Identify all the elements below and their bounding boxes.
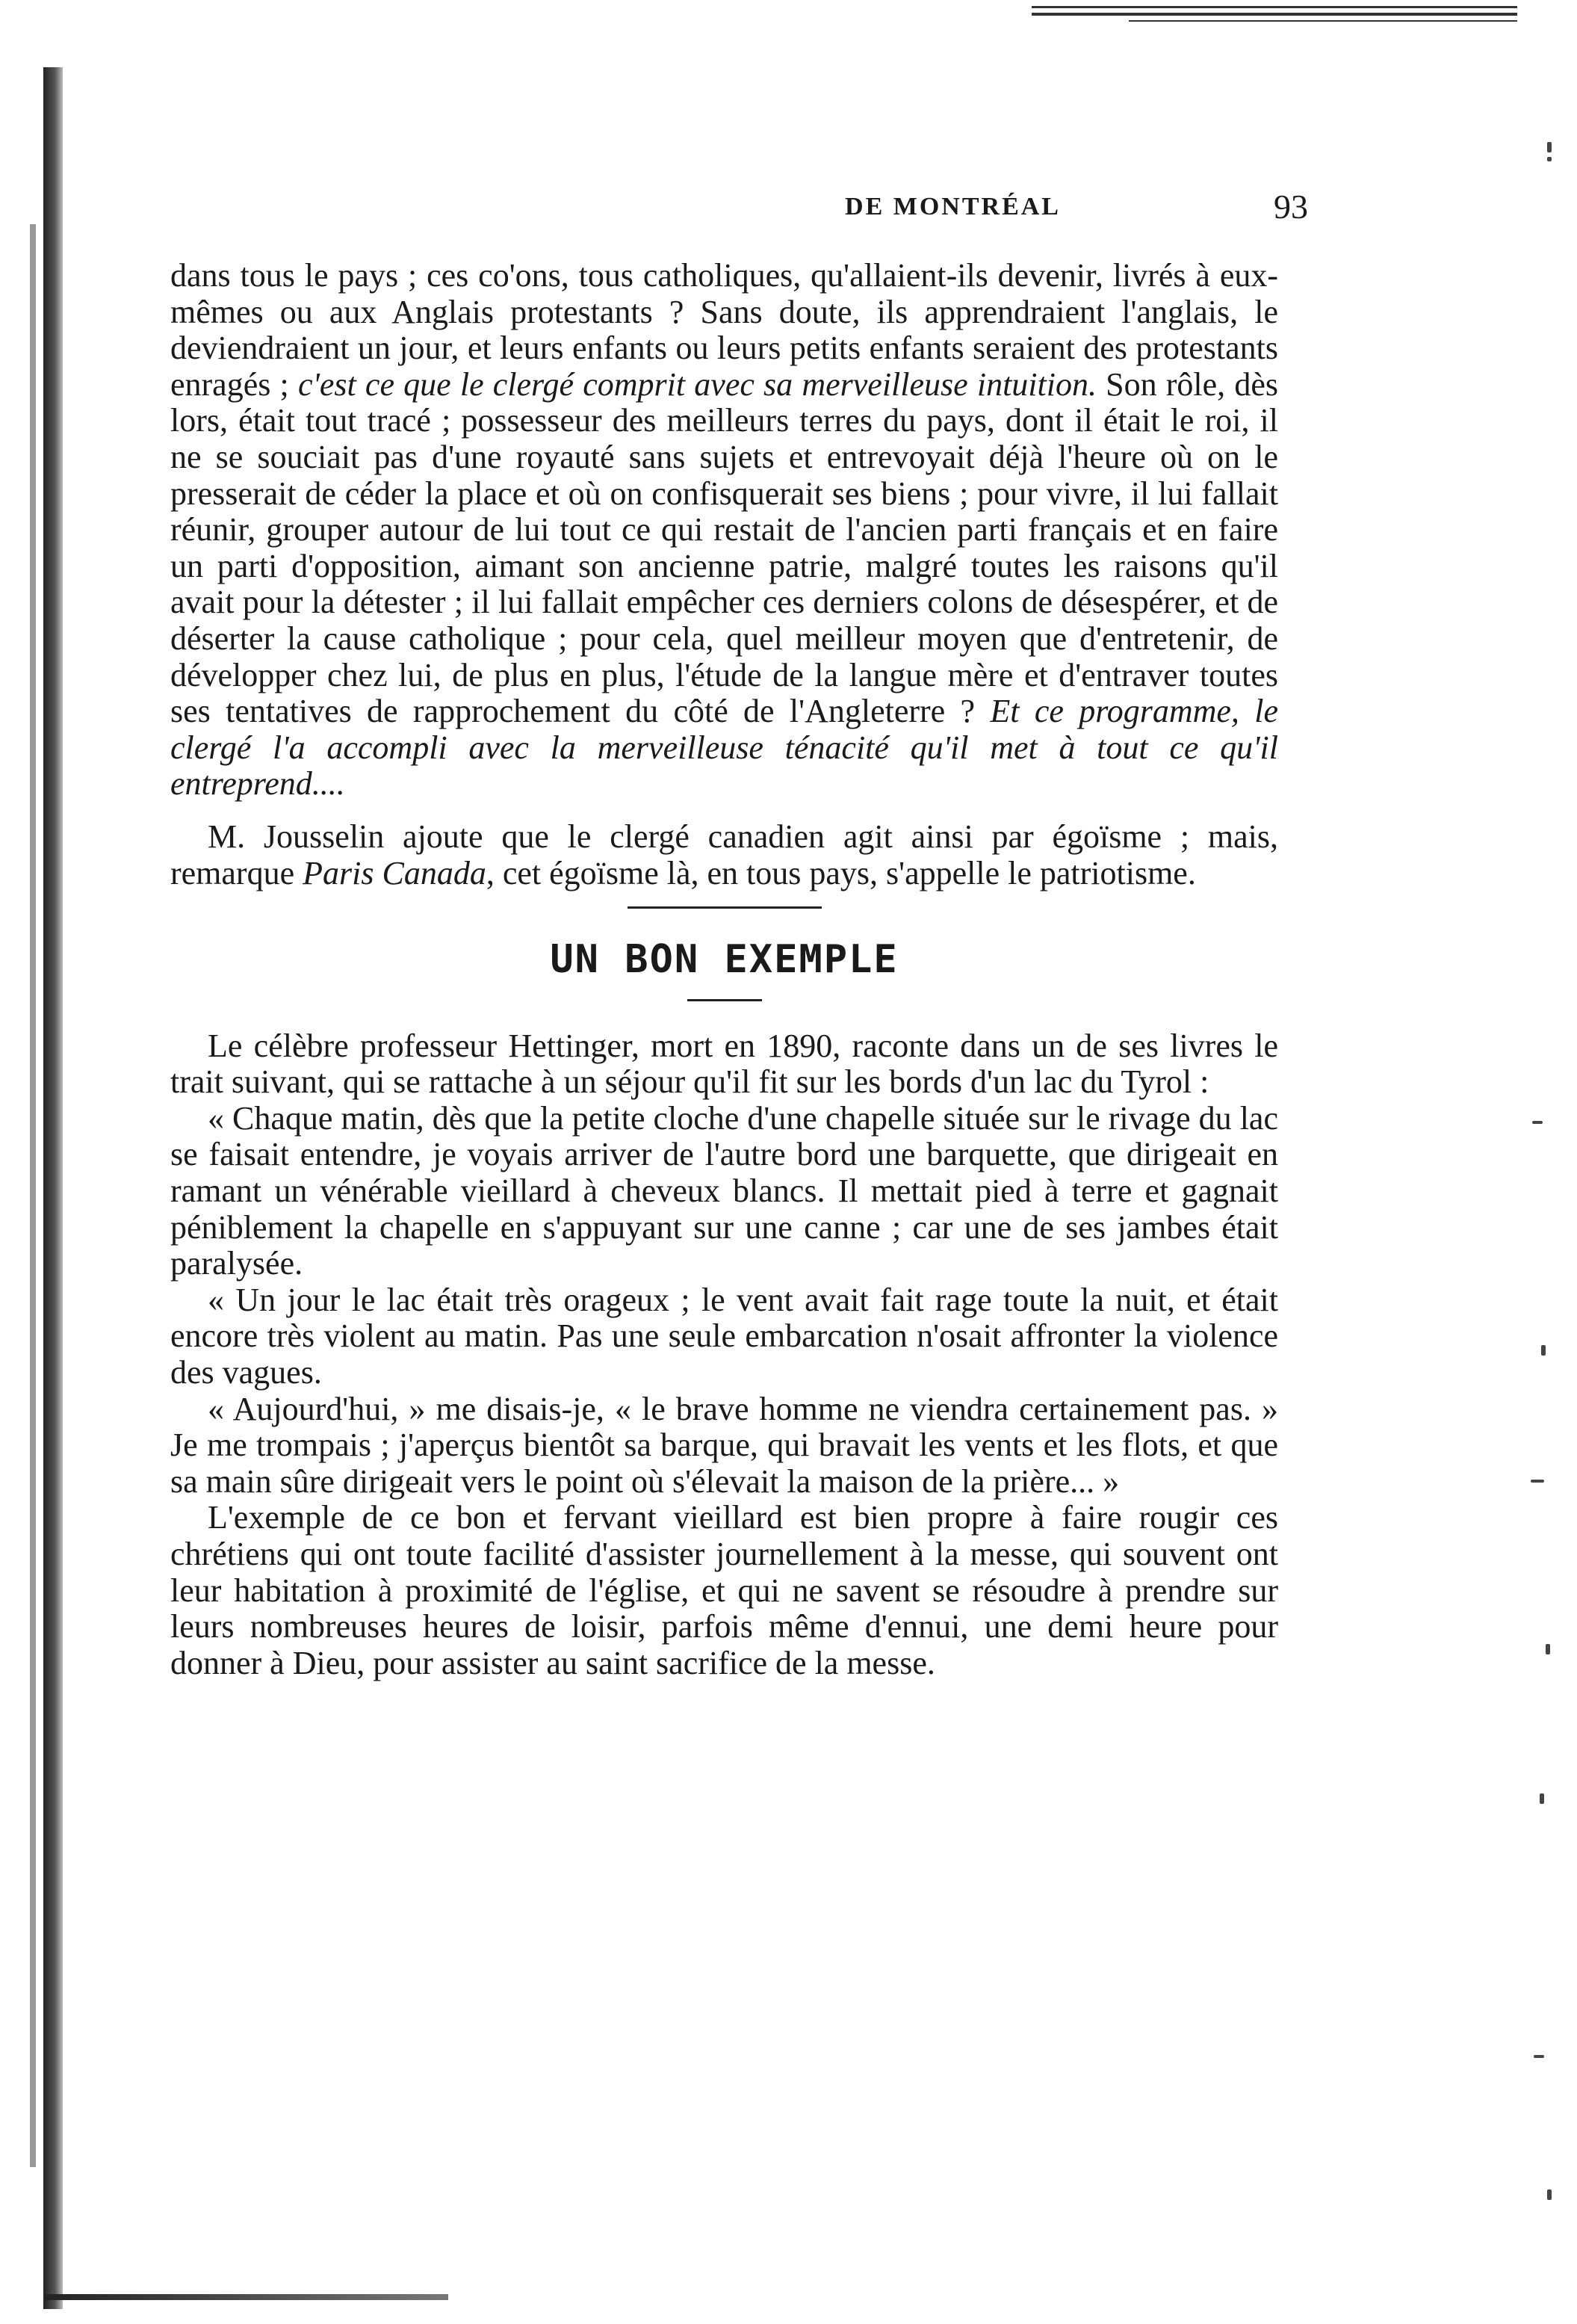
section-divider: [628, 906, 822, 909]
title-underline: [687, 999, 762, 1001]
section-title: UN BON EXEMPLE: [550, 937, 899, 983]
body-text: [170, 258, 1278, 1681]
paragraph-7: L'exemple de ce bon et fervant vieillard est bien propre à faire rougir ces chrétiens qui ont toute facilité d'assister journellement à la messe, qui souvent ont leur habitation à proximité de l'église, et qui ne savent se résoudre à prendre sur leurs nombreuses heures de loisir, parfois même d'ennui, une demi heure pour donner à Dieu, pour assister au saint sacrifice de la messe.: [170, 1499, 1278, 1681]
paragraph-5: « Un jour le lac était très orageux ; le vent avait fait rage toute la nuit, et était encore très violent au matin. Pas une seule embarcation n'osait affronter la violence des vagues.: [170, 1281, 1278, 1391]
scan-bottom-edge: [45, 2294, 448, 2300]
paragraph-4: « Chaque matin, dès que la petite cloche d'une chapelle située sur le rivage du lac se faisait entendre, je voyais arriver de l'autre bord une barquette, que dirigeait en ramant un vénérable vieillard à cheveux blancs. Il mettait pied à terre et gagnait péniblement la chapelle en s'appuyant sur une canne ; car une de ses jambes était paralysée.: [170, 1099, 1278, 1282]
page-number: 93: [1274, 188, 1308, 226]
paragraph-2-text-a: M. Jousselin ajoute que le clergé canadien agit ainsi par égoïsme ; mais, remarque: [170, 818, 1278, 891]
paragraph-6: « Aujourd'hui, » me disais-je, « le brave homme ne viendra certainement pas. » Je me trompais ; j'aperçus bientôt sa barque, qui bravait les vents et les flots, et que sa main sûre dirigeait vers le point où s'élevait la maison de la prière... »: [170, 1390, 1278, 1500]
paragraph-1-text-a: dans tous le pays ; ces co'ons, tous catholiques, qu'allaient-ils devenir, livrés à eux-mêmes ou aux Anglais protestants ? Sans doute, ils apprendraient l'anglais, le deviendraient un jour, et leurs enfants ou leurs petits enfants seraient des protestants enragés ;: [170, 257, 1278, 403]
scan-noise: [1525, 112, 1562, 2204]
binding-edge-shadow: [43, 67, 63, 2309]
paragraph-1-italic-b: Et ce programme, le clergé l'a accompli avec la merveilleuse ténacité qu'il met à tout ce qu'il entreprend....: [170, 693, 1278, 803]
paragraph-1-italic-a: c'est ce que le clergé comprit avec sa merveilleuse intuition.: [297, 365, 1097, 403]
binding-edge-line: [30, 224, 36, 2167]
scan-top-rules: [1032, 6, 1517, 26]
paragraph-2-text-b: , cet égoïsme là, en tous pays, s'appelle le patriotisme.: [486, 854, 1196, 891]
running-head: DE MONTRÉAL: [845, 193, 1061, 220]
paragraph-3: Le célèbre professeur Hettinger, mort en 1890, raconte dans un de ses livres le trait suivant, qui se rattache à un séjour qu'il fit sur les bords d'un lac du Tyrol :: [170, 1027, 1278, 1101]
paragraph-2: [170, 819, 1278, 891]
paragraph-2-italic: Paris Canada: [303, 854, 486, 891]
paragraph-1: [170, 258, 1278, 803]
paragraph-1-text-b: Son rôle, dès lors, était tout tracé ; possesseur des meilleurs terres du pays, dont il était le roi, il ne se souciait pas d'une royauté sans sujets et entrevoyait déjà l'heure où on le presserait de céder la place et où on confisquerait ses biens ; pour vivre, il lui fallait réunir, grouper autour de lui tout ce qui restait de l'ancien parti français et en faire un parti d'opposition, aimant son ancienne patrie, malgré toutes les raisons qu'il avait pour la détester ; il lui fallait empêcher ces derniers colons de désespérer, et de déserter la cause catholique ; pour cela, quel meilleur moyen que d'entretenir, de développer chez lui, de plus en plus, l'étude de la langue mère et d'entraver toutes ses tentatives de rapprochement du côté de l'Angleterre ?: [170, 365, 1279, 730]
